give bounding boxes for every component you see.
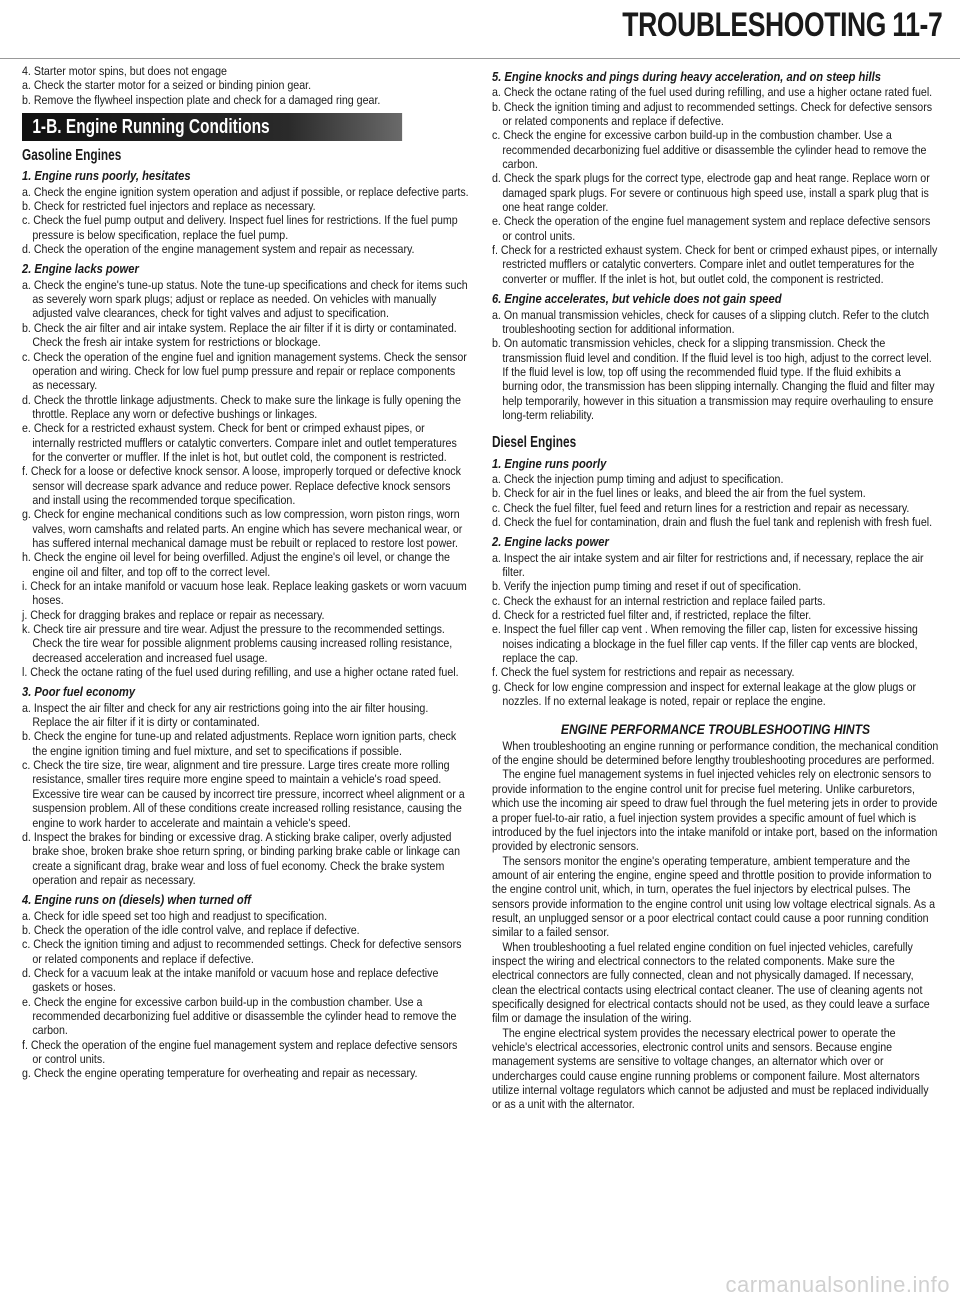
hint-paragraph: When troubleshooting an engine running or performance condition, the mechanical condition of the engine should be determined before lengthy troubleshooting procedures are performed. <box>492 738 939 768</box>
gasoline-sections-continued <box>492 70 939 422</box>
list-item: b. Check for air in the fuel lines or leaks, and bleed the air from the fuel system. <box>492 486 866 501</box>
subsection-heading: 3. Poor fuel economy <box>22 684 136 700</box>
list-item: d. Check the fuel for contamination, drain and flush the fuel tank and replenish with fresh fuel. <box>492 514 933 529</box>
list-item: a. Inspect the air intake system and air filter for restrictions and, if necessary, replace the air filter. <box>492 550 924 579</box>
list-item: g. Check the engine operating temperature for overheating and repair as necessary. <box>22 1066 418 1081</box>
starter-heading: 4. Starter motor spins, but does not engage <box>22 64 227 78</box>
list-item: a. Check for idle speed set too high and readjust to specification. <box>22 908 328 923</box>
list-item: b. Check for restricted fuel injectors and replace as necessary. <box>22 199 316 214</box>
list-item: c. Check the operation of the engine fuel and ignition management systems. Check the sensor operation and wiring. Check for low fuel pump pressure and repair or replace components as necessary. <box>22 349 467 393</box>
section-banner <box>22 113 402 141</box>
header-title: TROUBLESHOOTING <box>621 6 886 44</box>
list-item: a. Check the engine's tune-up status. Note the tune-up specifications and check for items such as severely worn spark plugs; adjust or replace as needed. On vehicles with manually adjusted valve clearances, check for tight valves and adjust to specification. <box>22 277 468 321</box>
list-item: a. Check the engine ignition system operation and adjust if possible, or replace defective parts. <box>22 184 469 199</box>
list-item: e. Check for a restricted exhaust system. Check for bent or crimped exhaust pipes, or internally restricted mufflers or catalytic converters. Compare inlet and outlet temperatures for the converter or muffler. If the inlet is hot, but outlet cold, the component is restricted. <box>22 421 457 464</box>
gasoline-sections <box>22 169 469 1080</box>
list-item: a. Check the starter motor for a seized or binding pinion gear. <box>22 78 312 93</box>
list-item: e. Inspect the fuel filler cap vent . When removing the filler cap, listen for excessive hissing noises indicating a blockage in the fuel filler cap vents. If the filler cap vents are blocked, replace the cap. <box>492 622 918 666</box>
subsection-heading: 6. Engine accelerates, but vehicle does not gain speed <box>492 291 782 307</box>
list-item: f. Check for a restricted exhaust system. Check for bent or crimped exhaust pipes, or internally restricted mufflers or catalytic converters. Compare inlet and outlet temperatures for the converter or muffler. If the inlet is hot, but outlet cold, the component is restricted. <box>492 243 938 286</box>
subsection-heading: 4. Engine runs on (diesels) when turned off <box>22 892 252 908</box>
right-column <box>492 64 940 1112</box>
hint-paragraph: The engine fuel management systems in fuel injected vehicles rely on electronic sensors to provide information to the engine control unit for precise fuel metering. Unlike carburetors, which use the incoming air speed to draw fuel through the fuel metering jets in order to provide a proper fuel-to-air ratio, a fuel injection system provides a specific amount of fuel which is introduced by the fuel injectors into the intake manifold or intake port, based on the information provided by electronic sensors. <box>492 767 938 854</box>
hint-paragraph: The sensors monitor the engine's operating temperature, ambient temperature and the amount of air entering the engine, engine speed and throttle position to provide information to the engine control unit, which, in turn, operates the fuel injectors by electrical pulses. The sensors provide information to the engine control unit using low voltage electrical signals. As a result, an unplugged sensor or a poor electrical contact could cause a poor running condition similar to a failed sensor. <box>492 853 936 940</box>
list-item: c. Check the tire size, tire wear, alignment and tire pressure. Large tires create more rolling resistance, smaller tires require more engine speed to maintain a vehicle's road speed. Excessive tire wear can be caused by incorrect tire pressure, incorrect wheel alignment or a suspension problem. All of these conditions create increased rolling resistance, causing the engine to work harder to accelerate and maintain a vehicle's speed. <box>22 758 465 830</box>
list-item: d. Check the operation of the engine management system and repair as necessary. <box>22 242 415 257</box>
list-item: d. Check the spark plugs for the correct type, electrode gap and heat range. Replace worn or damaged spark plugs. For severe or continuous high speed use, install a spark plug that is one heat range colder. <box>492 171 930 215</box>
list-item: b. Check the ignition timing and adjust to recommended settings. Check for defective sensors or related components and replace if defective. <box>492 99 933 129</box>
page-number: 11-7 <box>891 6 942 44</box>
list-item: d. Check for a restricted fuel filter and, if restricted, replace the filter. <box>492 608 812 623</box>
list-item: d. Inspect the brakes for binding or excessive drag. A sticking brake caliper, overly adjusted brake shoe, broken brake shoe return spring, or binding parking brake cable or linkage can create a significant drag, brake wear and loss of fuel economy. Check the brake system operation and repair as necessary. <box>22 829 461 887</box>
hint-paragraph: The engine electrical system provides the necessary electrical power to operate the vehicle's electrical accessories, electronic control units and sensors. Because engine management systems are sensitive to voltage changes, an alternator which over or undercharges could cause engine running problems or component failure. Most alternators utilize internal voltage regulators which cannot be adjusted and must be replaced individually or as a unit with the alternator. <box>492 1025 929 1112</box>
list-item: h. Check the engine oil level for being overfilled. Adjust the engine's oil level, or change the engine oil and filter, and top off to the correct level. <box>22 550 450 579</box>
list-item: a. Check the injection pump timing and adjust to specification. <box>492 471 784 486</box>
list-item: f. Check the operation of the engine fuel management system and replace defective sensors or control units. <box>22 1037 458 1066</box>
starter-items <box>22 78 469 107</box>
list-item: c. Check the fuel pump output and delivery. Inspect fuel lines for restrictions. If the fuel pump pressure is below specification, replace the fuel pump. <box>22 213 458 242</box>
subsection-heading: 2. Engine lacks power <box>492 534 609 550</box>
gasoline-engines-heading: Gasoline Engines <box>22 147 122 165</box>
list-item: l. Check the octane rating of the fuel used during refilling, and use a higher octane rated fuel. <box>22 665 459 680</box>
list-item: c. Check the engine for excessive carbon build-up in the combustion chamber. Use a recommended decarbonizing fuel additive or disassemble the cylinder head to remove the carbon. <box>492 128 927 172</box>
list-item: f. Check for a loose or defective knock sensor. A loose, improperly torqued or defective knock sensor will decrease spark advance and reduce power. Replace defective knock sensors and install using the recommended torque specification. <box>22 464 461 507</box>
list-item: e. Check the operation of the engine fuel management system and replace defective sensors or control units. <box>492 214 931 243</box>
list-item: b. Check the operation of the idle control valve, and replace if defective. <box>22 922 360 937</box>
list-item: g. Check for engine mechanical conditions such as low compression, worn piston rings, worn valves, worn camshafts and related parts. An engine which has severe mechanical wear, or has suffered internal mechanical damage must be rebuilt or replaced to restore lost power. <box>22 507 463 550</box>
page-header <box>622 6 942 45</box>
diesel-sections <box>492 457 939 709</box>
list-item: c. Check the ignition timing and adjust to recommended settings. Check for defective sensors or related components and replace if defective. <box>22 937 462 966</box>
header-rule <box>0 58 960 59</box>
list-item: i. Check for an intake manifold or vacuum hose leak. Replace leaking gaskets or worn vacuum hoses. <box>22 579 467 608</box>
list-item: f. Check the fuel system for restrictions and repair as necessary. <box>492 665 795 680</box>
hints-heading: ENGINE PERFORMANCE TROUBLESHOOTING HINTS <box>560 721 870 738</box>
subsection-heading: 5. Engine knocks and pings during heavy acceleration, and on steep hills <box>492 69 881 84</box>
list-item: c. Check the fuel filter, fuel feed and return lines for a restriction and repair as necessary. <box>492 500 910 515</box>
list-item: e. Check the engine for excessive carbon build-up in the combustion chamber. Use a recommended decarbonizing fuel additive or disassemble the cylinder head to remove the carbon. <box>22 994 457 1038</box>
hint-paragraph: When troubleshooting a fuel related engine condition on fuel injected vehicles, carefully inspect the wiring and electrical connectors to the related components. Make sure the electrical connectors are fully connected, clean and not physically damaged. If necessary, clean the electrical contacts using electrical contact cleaner. The use of cleaning agents not specifically designed for electrical contacts should not be used, as they could leave a surface film or damage the insulation of the wiring. <box>492 939 930 1026</box>
watermark: carmanualsonline.info <box>725 1272 950 1297</box>
list-item: c. Check the exhaust for an internal restriction and replace failed parts. <box>492 593 826 608</box>
list-item: b. Check the air filter and air intake system. Replace the air filter if it is dirty or contaminated. Check the fresh air intake system for restrictions or blockage. <box>22 320 457 350</box>
list-item: a. Inspect the air filter and check for any air restrictions going into the air filter housing. Replace the air filter if it is dirty or contaminated. <box>22 700 429 730</box>
left-column <box>22 64 470 1081</box>
subsection-heading: 2. Engine lacks power <box>22 261 139 277</box>
list-item: j. Check for dragging brakes and replace or repair as necessary. <box>22 607 325 622</box>
subsection-heading: 1. Engine runs poorly, hesitates <box>22 168 191 184</box>
list-item: b. On automatic transmission vehicles, check for a slipping transmission. Check the transmission fluid level and condition. If the fluid level is too high, adjust to the correct level. If the fluid level is low, top off using the recommended fluid type. If the fluid exhibits a burning odor, the transmission has been slipping internally. Changing the fluid and filter may help temporarily, however in this situation a transmission may require overhauling to ensure long-term reliability. <box>492 336 935 422</box>
list-item: g. Check for low engine compression and inspect for external leakage at the glow plugs or nozzles. If no external leakage is noted, repair or replace the engine. <box>492 679 917 709</box>
list-item: d. Check the throttle linkage adjustments. Check to make sure the linkage is fully opening the throttle. Replace any worn or defective bushings or linkages. <box>22 392 461 421</box>
subsection-heading: 1. Engine runs poorly <box>492 455 607 471</box>
list-item: a. Check the octane rating of the fuel used during refilling, and use a higher octane rated fuel. <box>492 85 933 100</box>
list-item: b. Check the engine for tune-up and related adjustments. Replace worn ignition parts, check the engine ignition timing and fuel mixture, and set to specifications if possible. <box>22 729 457 758</box>
list-item: k. Check tire air pressure and tire wear. Adjust the pressure to the recommended settings. Check the tire wear for possible alignment problems causing increased rolling resistance, decreased acceleration and increased fuel usage. <box>22 622 453 665</box>
diesel-engines-heading: Diesel Engines <box>492 434 577 452</box>
list-item: b. Remove the flywheel inspection plate and check for a damaged ring gear. <box>22 92 381 107</box>
list-item: d. Check for a vacuum leak at the intake manifold or vacuum hose and replace defective gaskets or hoses. <box>22 965 439 995</box>
list-item: a. On manual transmission vehicles, check for causes of a slipping clutch. Refer to the clutch troubleshooting section for additional information. <box>492 307 930 336</box>
hints-body <box>492 739 939 1112</box>
list-item: b. Verify the injection pump timing and reset if out of specification. <box>492 579 802 594</box>
banner-label: 1-B. Engine Running Conditions <box>32 116 270 139</box>
